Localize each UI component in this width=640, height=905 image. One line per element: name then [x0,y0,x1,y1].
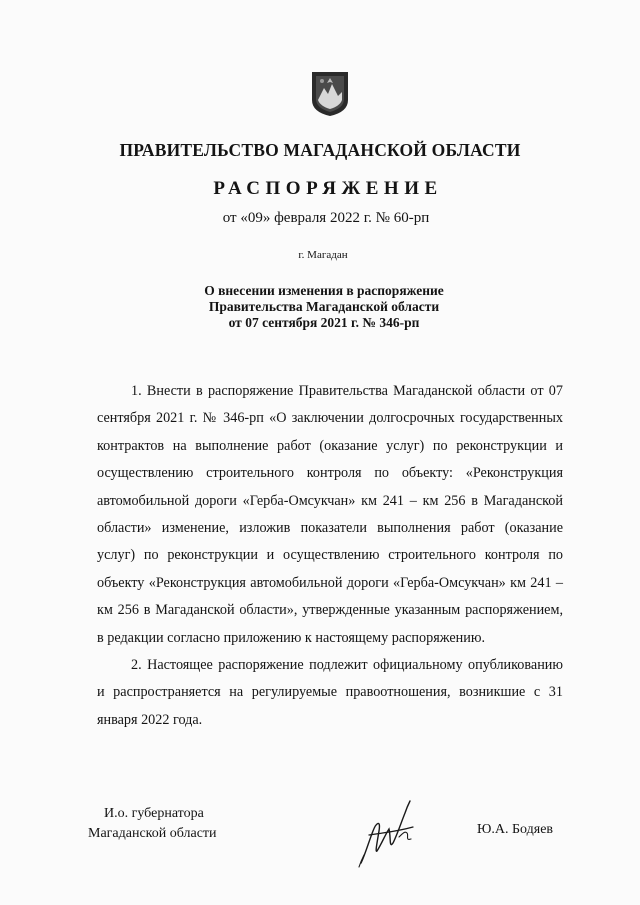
subject-line: от 07 сентября 2021 г. № 346-рп [228,315,420,330]
document-number-line: от «09» февраля 2022 г. № 60-рп [222,210,430,226]
signatory-name: Ю.А. Бодяев [477,822,554,837]
document-body [97,378,563,734]
signatory-title-line: Магаданской области [88,826,217,841]
subject-line: О внесении изменения в распоряжение [204,283,444,298]
coat-of-arms-icon [310,70,350,118]
signatory-title [88,804,217,844]
document-subject [0,283,640,331]
subject-line: Правительства Магаданской области [208,299,440,314]
handwritten-signature [355,797,425,869]
document-type-title: РАСПОРЯЖЕНИЕ [213,178,443,199]
organization-title: ПРАВИТЕЛЬСТВО МАГАДАНСКОЙ ОБЛАСТИ [119,140,521,160]
signatory-title-line: И.о. губернатора [104,806,204,821]
body-paragraph-1: 1. Внести в распоряжение Правительства Магаданской области от 07 сентября 2021 г. № 346-рп «О заключении долгосрочных государственных контрактов на выполнение работ (оказание услуг) по реконструкции и осуществлению строительного контроля по объекту: «Реконструкция автомобильной дороги «Герба-Омсукчан» км 241 – км 256 в Магаданской области» изменение, изложив показатели выполнения работ (оказание услуг) по реконструкции и осуществлению строительного контроля по объекту «Реконструкция автомобильной дороги «Герба-Омсукчан» км 241 – км 256 в Магаданской области», утвержденные указанным распоряжением, в редакции согласно приложению к настоящему распоряжению. [97,383,563,646]
body-paragraph-2: 2. Настоящее распоряжение подлежит официальному опубликованию и распространяется на регулируемые правоотношения, возникшие с 31 января 2022 года. [97,657,563,728]
city-label: г. Магадан [298,249,348,261]
